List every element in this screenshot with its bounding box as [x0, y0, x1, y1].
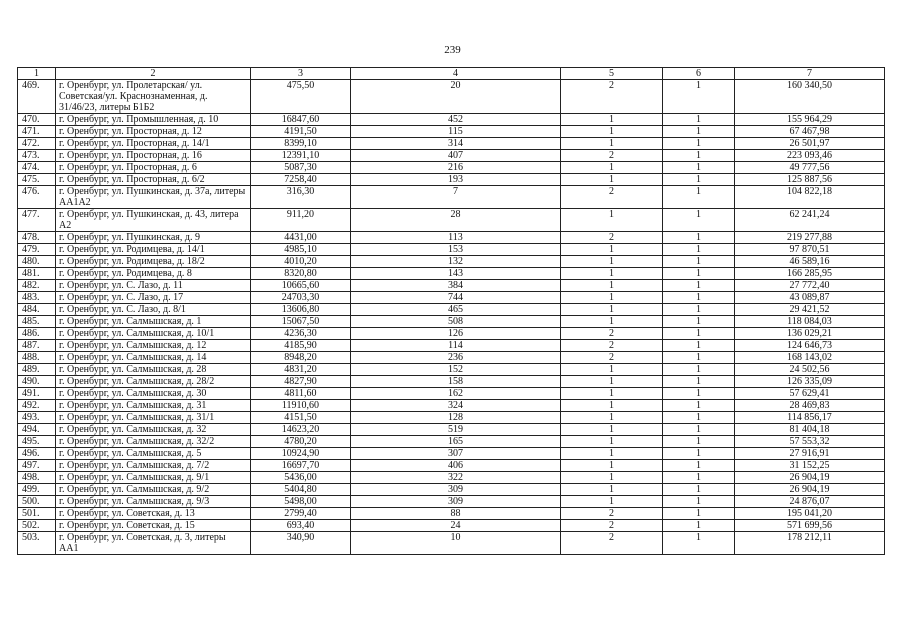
table-row [18, 520, 885, 532]
row-number-cell: 486. [18, 328, 56, 340]
value-6-cell: 1 [663, 244, 735, 256]
column-header: 5 [561, 68, 663, 80]
area-cell: 24703,30 [251, 292, 351, 304]
area-cell: 5404,80 [251, 484, 351, 496]
row-number-cell: 471. [18, 126, 56, 138]
value-6-cell: 1 [663, 532, 735, 555]
column-header: 6 [663, 68, 735, 80]
table-row [18, 280, 885, 292]
value-5-cell: 1 [561, 424, 663, 436]
row-number-cell: 492. [18, 400, 56, 412]
address-cell: г. Оренбург, ул. С. Лазо, д. 17 [56, 292, 251, 304]
residents-cell: 314 [351, 138, 561, 150]
address-cell: г. Оренбург, ул. Пушкинская, д. 37а, литеры АА1А2 [56, 186, 251, 209]
row-number-cell: 496. [18, 448, 56, 460]
area-cell: 5087,30 [251, 162, 351, 174]
value-5-cell: 1 [561, 114, 663, 126]
row-number-cell: 494. [18, 424, 56, 436]
residents-cell: 465 [351, 304, 561, 316]
area-cell: 4827,90 [251, 376, 351, 388]
value-6-cell: 1 [663, 126, 735, 138]
value-6-cell: 1 [663, 268, 735, 280]
value-5-cell: 2 [561, 508, 663, 520]
value-6-cell: 1 [663, 460, 735, 472]
value-6-cell: 1 [663, 484, 735, 496]
value-5-cell: 1 [561, 412, 663, 424]
area-cell: 911,20 [251, 209, 351, 232]
residents-cell: 162 [351, 388, 561, 400]
area-cell: 5498,00 [251, 496, 351, 508]
value-6-cell: 1 [663, 162, 735, 174]
amount-cell: 126 335,09 [735, 376, 885, 388]
residents-cell: 519 [351, 424, 561, 436]
table-row [18, 352, 885, 364]
table-row [18, 328, 885, 340]
table-row [18, 126, 885, 138]
amount-cell: 24 876,07 [735, 496, 885, 508]
row-number-cell: 489. [18, 364, 56, 376]
amount-cell: 26 501,97 [735, 138, 885, 150]
address-cell: г. Оренбург, ул. Просторная, д. 14/1 [56, 138, 251, 150]
address-cell: г. Оренбург, ул. Салмышская, д. 12 [56, 340, 251, 352]
address-cell: г. Оренбург, ул. Салмышская, д. 32/2 [56, 436, 251, 448]
table-row [18, 340, 885, 352]
area-cell: 13606,80 [251, 304, 351, 316]
row-number-cell: 497. [18, 460, 56, 472]
value-5-cell: 1 [561, 436, 663, 448]
row-number-cell: 480. [18, 256, 56, 268]
area-cell: 4010,20 [251, 256, 351, 268]
area-cell: 2799,40 [251, 508, 351, 520]
value-5-cell: 1 [561, 364, 663, 376]
value-5-cell: 2 [561, 186, 663, 209]
address-cell: г. Оренбург, ул. Салмышская, д. 9/2 [56, 484, 251, 496]
value-6-cell: 1 [663, 80, 735, 114]
value-5-cell: 1 [561, 448, 663, 460]
table-row [18, 364, 885, 376]
area-cell: 8399,10 [251, 138, 351, 150]
residents-cell: 152 [351, 364, 561, 376]
area-cell: 8948,20 [251, 352, 351, 364]
area-cell: 16697,70 [251, 460, 351, 472]
amount-cell: 160 340,50 [735, 80, 885, 114]
amount-cell: 114 856,17 [735, 412, 885, 424]
table-row [18, 304, 885, 316]
row-number-cell: 493. [18, 412, 56, 424]
residents-cell: 132 [351, 256, 561, 268]
value-5-cell: 1 [561, 388, 663, 400]
amount-cell: 155 964,29 [735, 114, 885, 126]
residents-cell: 153 [351, 244, 561, 256]
amount-cell: 29 421,52 [735, 304, 885, 316]
value-5-cell: 1 [561, 376, 663, 388]
value-6-cell: 1 [663, 424, 735, 436]
row-number-cell: 477. [18, 209, 56, 232]
value-6-cell: 1 [663, 496, 735, 508]
column-header: 2 [56, 68, 251, 80]
address-cell: г. Оренбург, ул. Родимцева, д. 14/1 [56, 244, 251, 256]
value-5-cell: 2 [561, 80, 663, 114]
area-cell: 4985,10 [251, 244, 351, 256]
amount-cell: 125 887,56 [735, 174, 885, 186]
area-cell: 4431,00 [251, 232, 351, 244]
address-cell: г. Оренбург, ул. С. Лазо, д. 11 [56, 280, 251, 292]
amount-cell: 571 699,56 [735, 520, 885, 532]
value-6-cell: 1 [663, 520, 735, 532]
residents-cell: 113 [351, 232, 561, 244]
value-5-cell: 1 [561, 460, 663, 472]
row-number-cell: 469. [18, 80, 56, 114]
table-row [18, 292, 885, 304]
table-row [18, 532, 885, 555]
address-cell: г. Оренбург, ул. Советская, д. 3, литеры АА1 [56, 532, 251, 555]
value-6-cell: 1 [663, 340, 735, 352]
residents-cell: 88 [351, 508, 561, 520]
area-cell: 4236,30 [251, 328, 351, 340]
value-6-cell: 1 [663, 186, 735, 209]
address-cell: г. Оренбург, ул. Просторная, д. 12 [56, 126, 251, 138]
table-body [18, 80, 885, 555]
row-number-cell: 484. [18, 304, 56, 316]
residents-cell: 143 [351, 268, 561, 280]
value-6-cell: 1 [663, 472, 735, 484]
amount-cell: 97 870,51 [735, 244, 885, 256]
area-cell: 4811,60 [251, 388, 351, 400]
residents-cell: 216 [351, 162, 561, 174]
column-number-header-row [18, 68, 885, 80]
row-number-cell: 478. [18, 232, 56, 244]
amount-cell: 223 093,46 [735, 150, 885, 162]
table-row [18, 232, 885, 244]
residents-cell: 508 [351, 316, 561, 328]
residents-cell: 114 [351, 340, 561, 352]
table-row [18, 209, 885, 232]
value-5-cell: 1 [561, 126, 663, 138]
value-5-cell: 1 [561, 400, 663, 412]
table-row [18, 114, 885, 126]
row-number-cell: 502. [18, 520, 56, 532]
amount-cell: 43 089,87 [735, 292, 885, 304]
residents-cell: 24 [351, 520, 561, 532]
area-cell: 4831,20 [251, 364, 351, 376]
address-cell: г. Оренбург, ул. Салмышская, д. 14 [56, 352, 251, 364]
table-row [18, 186, 885, 209]
residents-cell: 309 [351, 484, 561, 496]
address-cell: г. Оренбург, ул. Салмышская, д. 32 [56, 424, 251, 436]
value-5-cell: 1 [561, 268, 663, 280]
address-cell: г. Оренбург, ул. Пушкинская, д. 43, литера А2 [56, 209, 251, 232]
table-row [18, 496, 885, 508]
address-cell: г. Оренбург, ул. С. Лазо, д. 8/1 [56, 304, 251, 316]
value-6-cell: 1 [663, 412, 735, 424]
residents-cell: 128 [351, 412, 561, 424]
table-row [18, 162, 885, 174]
amount-cell: 31 152,25 [735, 460, 885, 472]
row-number-cell: 499. [18, 484, 56, 496]
residents-cell: 406 [351, 460, 561, 472]
area-cell: 14623,20 [251, 424, 351, 436]
column-header: 4 [351, 68, 561, 80]
value-5-cell: 1 [561, 472, 663, 484]
address-cell: г. Оренбург, ул. Салмышская, д. 10/1 [56, 328, 251, 340]
row-number-cell: 481. [18, 268, 56, 280]
value-5-cell: 1 [561, 244, 663, 256]
amount-cell: 27 772,40 [735, 280, 885, 292]
address-cell: г. Оренбург, ул. Салмышская, д. 31/1 [56, 412, 251, 424]
value-5-cell: 2 [561, 232, 663, 244]
amount-cell: 46 589,16 [735, 256, 885, 268]
residents-cell: 158 [351, 376, 561, 388]
row-number-cell: 483. [18, 292, 56, 304]
area-cell: 15067,50 [251, 316, 351, 328]
address-cell: г. Оренбург, ул. Салмышская, д. 5 [56, 448, 251, 460]
area-cell: 693,40 [251, 520, 351, 532]
address-cell: г. Оренбург, ул. Салмышская, д. 9/3 [56, 496, 251, 508]
area-cell: 316,30 [251, 186, 351, 209]
residents-cell: 324 [351, 400, 561, 412]
table-row [18, 388, 885, 400]
row-number-cell: 490. [18, 376, 56, 388]
value-5-cell: 1 [561, 304, 663, 316]
amount-cell: 166 285,95 [735, 268, 885, 280]
value-6-cell: 1 [663, 400, 735, 412]
area-cell: 4185,90 [251, 340, 351, 352]
value-6-cell: 1 [663, 174, 735, 186]
value-6-cell: 1 [663, 138, 735, 150]
row-number-cell: 487. [18, 340, 56, 352]
table-row [18, 174, 885, 186]
area-cell: 340,90 [251, 532, 351, 555]
area-cell: 4191,50 [251, 126, 351, 138]
value-5-cell: 2 [561, 520, 663, 532]
value-5-cell: 1 [561, 138, 663, 150]
column-header: 3 [251, 68, 351, 80]
row-number-cell: 476. [18, 186, 56, 209]
value-5-cell: 2 [561, 150, 663, 162]
amount-cell: 28 469,83 [735, 400, 885, 412]
amount-cell: 104 822,18 [735, 186, 885, 209]
address-cell: г. Оренбург, ул. Родимцева, д. 18/2 [56, 256, 251, 268]
amount-cell: 26 904,19 [735, 484, 885, 496]
amount-cell: 118 084,03 [735, 316, 885, 328]
table-row [18, 268, 885, 280]
building-register-table [17, 67, 885, 555]
row-number-cell: 485. [18, 316, 56, 328]
residents-cell: 307 [351, 448, 561, 460]
amount-cell: 49 777,56 [735, 162, 885, 174]
amount-cell: 81 404,18 [735, 424, 885, 436]
residents-cell: 10 [351, 532, 561, 555]
value-5-cell: 1 [561, 316, 663, 328]
value-5-cell: 1 [561, 484, 663, 496]
amount-cell: 26 904,19 [735, 472, 885, 484]
amount-cell: 57 553,32 [735, 436, 885, 448]
amount-cell: 195 041,20 [735, 508, 885, 520]
residents-cell: 126 [351, 328, 561, 340]
column-header: 1 [18, 68, 56, 80]
value-6-cell: 1 [663, 232, 735, 244]
residents-cell: 452 [351, 114, 561, 126]
row-number-cell: 470. [18, 114, 56, 126]
row-number-cell: 500. [18, 496, 56, 508]
residents-cell: 7 [351, 186, 561, 209]
address-cell: г. Оренбург, ул. Просторная, д. 6/2 [56, 174, 251, 186]
address-cell: г. Оренбург, ул. Салмышская, д. 7/2 [56, 460, 251, 472]
row-number-cell: 475. [18, 174, 56, 186]
row-number-cell: 488. [18, 352, 56, 364]
area-cell: 5436,00 [251, 472, 351, 484]
table-row [18, 460, 885, 472]
value-6-cell: 1 [663, 150, 735, 162]
amount-cell: 136 029,21 [735, 328, 885, 340]
table-row [18, 424, 885, 436]
value-6-cell: 1 [663, 508, 735, 520]
address-cell: г. Оренбург, ул. Салмышская, д. 1 [56, 316, 251, 328]
table-row [18, 138, 885, 150]
table-row [18, 256, 885, 268]
page-number: 239 [444, 44, 461, 56]
value-6-cell: 1 [663, 209, 735, 232]
address-cell: г. Оренбург, ул. Родимцева, д. 8 [56, 268, 251, 280]
residents-cell: 165 [351, 436, 561, 448]
area-cell: 4780,20 [251, 436, 351, 448]
value-6-cell: 1 [663, 316, 735, 328]
residents-cell: 407 [351, 150, 561, 162]
table-row [18, 150, 885, 162]
value-6-cell: 1 [663, 304, 735, 316]
value-6-cell: 1 [663, 436, 735, 448]
amount-cell: 24 502,56 [735, 364, 885, 376]
value-6-cell: 1 [663, 328, 735, 340]
area-cell: 10665,60 [251, 280, 351, 292]
residents-cell: 322 [351, 472, 561, 484]
value-5-cell: 1 [561, 209, 663, 232]
value-6-cell: 1 [663, 376, 735, 388]
row-number-cell: 482. [18, 280, 56, 292]
column-header: 7 [735, 68, 885, 80]
table-row [18, 376, 885, 388]
residents-cell: 744 [351, 292, 561, 304]
value-6-cell: 1 [663, 114, 735, 126]
row-number-cell: 472. [18, 138, 56, 150]
table-row [18, 484, 885, 496]
residents-cell: 193 [351, 174, 561, 186]
value-6-cell: 1 [663, 388, 735, 400]
value-6-cell: 1 [663, 292, 735, 304]
area-cell: 8320,80 [251, 268, 351, 280]
area-cell: 12391,10 [251, 150, 351, 162]
value-6-cell: 1 [663, 256, 735, 268]
value-5-cell: 1 [561, 256, 663, 268]
table-row [18, 80, 885, 114]
address-cell: г. Оренбург, ул. Просторная, д. 16 [56, 150, 251, 162]
residents-cell: 28 [351, 209, 561, 232]
address-cell: г. Оренбург, ул. Салмышская, д. 9/1 [56, 472, 251, 484]
table-row [18, 448, 885, 460]
table-row [18, 436, 885, 448]
amount-cell: 67 467,98 [735, 126, 885, 138]
value-5-cell: 2 [561, 328, 663, 340]
value-6-cell: 1 [663, 352, 735, 364]
address-cell: г. Оренбург, ул. Салмышская, д. 30 [56, 388, 251, 400]
amount-cell: 57 629,41 [735, 388, 885, 400]
row-number-cell: 503. [18, 532, 56, 555]
value-5-cell: 1 [561, 174, 663, 186]
value-6-cell: 1 [663, 280, 735, 292]
address-cell: г. Оренбург, ул. Пролетарская/ ул. Советская/ул. Краснознаменная, д. 31/46/23, литеры Б1Б2 [56, 80, 251, 114]
residents-cell: 236 [351, 352, 561, 364]
table-row [18, 400, 885, 412]
area-cell: 475,50 [251, 80, 351, 114]
address-cell: г. Оренбург, ул. Салмышская, д. 28 [56, 364, 251, 376]
area-cell: 10924,90 [251, 448, 351, 460]
value-5-cell: 1 [561, 496, 663, 508]
residents-cell: 309 [351, 496, 561, 508]
amount-cell: 219 277,88 [735, 232, 885, 244]
address-cell: г. Оренбург, ул. Промышленная, д. 10 [56, 114, 251, 126]
row-number-cell: 479. [18, 244, 56, 256]
area-cell: 7258,40 [251, 174, 351, 186]
address-cell: г. Оренбург, ул. Просторная, д. 6 [56, 162, 251, 174]
row-number-cell: 491. [18, 388, 56, 400]
residents-cell: 20 [351, 80, 561, 114]
value-5-cell: 2 [561, 352, 663, 364]
value-5-cell: 1 [561, 162, 663, 174]
address-cell: г. Оренбург, ул. Салмышская, д. 28/2 [56, 376, 251, 388]
value-5-cell: 1 [561, 292, 663, 304]
area-cell: 16847,60 [251, 114, 351, 126]
table-row [18, 412, 885, 424]
address-cell: г. Оренбург, ул. Пушкинская, д. 9 [56, 232, 251, 244]
amount-cell: 124 646,73 [735, 340, 885, 352]
address-cell: г. Оренбург, ул. Советская, д. 15 [56, 520, 251, 532]
row-number-cell: 474. [18, 162, 56, 174]
amount-cell: 27 916,91 [735, 448, 885, 460]
table-row [18, 508, 885, 520]
amount-cell: 178 212,11 [735, 532, 885, 555]
amount-cell: 62 241,24 [735, 209, 885, 232]
area-cell: 4151,50 [251, 412, 351, 424]
value-6-cell: 1 [663, 448, 735, 460]
table-row [18, 472, 885, 484]
table-row [18, 244, 885, 256]
residents-cell: 384 [351, 280, 561, 292]
row-number-cell: 473. [18, 150, 56, 162]
address-cell: г. Оренбург, ул. Салмышская, д. 31 [56, 400, 251, 412]
value-5-cell: 2 [561, 532, 663, 555]
residents-cell: 115 [351, 126, 561, 138]
row-number-cell: 495. [18, 436, 56, 448]
amount-cell: 168 143,02 [735, 352, 885, 364]
value-6-cell: 1 [663, 364, 735, 376]
value-5-cell: 2 [561, 340, 663, 352]
row-number-cell: 498. [18, 472, 56, 484]
row-number-cell: 501. [18, 508, 56, 520]
area-cell: 11910,60 [251, 400, 351, 412]
value-5-cell: 1 [561, 280, 663, 292]
table-row [18, 316, 885, 328]
address-cell: г. Оренбург, ул. Советская, д. 13 [56, 508, 251, 520]
